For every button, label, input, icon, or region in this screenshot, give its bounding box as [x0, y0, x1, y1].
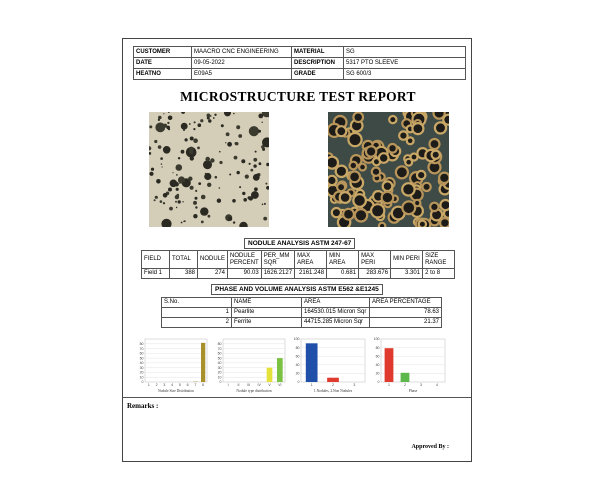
nodule-cell: Field 1	[142, 269, 170, 279]
x-tick-label: V	[268, 383, 271, 387]
x-tick-label: 4	[436, 383, 438, 387]
graphite-nodule	[337, 167, 346, 176]
graphite-nodule	[215, 176, 218, 179]
graphite-nodule	[197, 147, 200, 150]
graphite-nodule	[262, 122, 263, 123]
graphite-nodule	[420, 222, 425, 227]
micrograph-unetched	[149, 112, 269, 227]
graphite-nodule	[205, 173, 207, 175]
graphite-nodule	[154, 140, 157, 143]
graphite-nodule	[380, 154, 387, 161]
y-tick-label: 70	[217, 346, 222, 351]
x-tick-label: 3	[163, 383, 166, 387]
graphite-nodule	[225, 142, 226, 143]
x-tick-label: VI	[278, 383, 282, 387]
graphite-nodule	[163, 202, 165, 204]
graphite-nodule	[189, 150, 193, 154]
graphite-nodule	[208, 215, 211, 218]
y-tick-label: 0	[141, 380, 144, 385]
report-page	[122, 38, 472, 462]
nodule-cell: 90.03	[228, 269, 262, 279]
graphite-nodule	[341, 193, 350, 202]
graphite-nodule	[245, 175, 249, 179]
graphite-nodule	[235, 142, 238, 145]
header-row	[134, 58, 466, 69]
graphite-nodule	[198, 182, 201, 185]
chart-nodule-size	[133, 336, 211, 394]
graphite-nodule	[156, 179, 161, 184]
nodule-col-header: NODULE	[198, 251, 228, 269]
graphite-nodule	[265, 183, 267, 185]
bar	[267, 368, 273, 382]
graphite-nodule	[219, 187, 221, 189]
x-axis-label: Nodule type distribution	[236, 389, 272, 393]
y-tick-label: 10	[217, 375, 222, 380]
phase-cell: Pearlite	[232, 308, 302, 318]
y-tick-label: 30	[217, 365, 222, 370]
graphite-nodule	[219, 161, 222, 164]
phase-col-header: S.No.	[162, 298, 232, 308]
graphite-nodule	[151, 168, 154, 171]
graphite-nodule	[233, 113, 235, 115]
graphite-nodule	[390, 117, 395, 122]
phase-cell: 2	[162, 318, 232, 328]
y-tick-label: 80	[375, 345, 380, 350]
y-tick-label: 50	[217, 356, 222, 361]
graphite-nodule	[181, 123, 188, 130]
graphite-nodule	[243, 198, 247, 202]
nodule-col-header: PER_MM SQR	[261, 251, 294, 269]
graphite-nodule	[168, 116, 173, 121]
header-value: SG 600/3	[344, 69, 466, 80]
nodule-col-header: MAX PERI	[359, 251, 391, 269]
y-tick-label: 40	[295, 363, 300, 367]
header-key: CUSTOMER	[134, 47, 192, 58]
graphite-nodule	[255, 174, 259, 178]
y-tick-label: 60	[139, 351, 144, 356]
graphite-nodule	[176, 207, 177, 208]
graphite-nodule	[350, 173, 359, 182]
graphite-nodule	[418, 172, 424, 178]
y-tick-label: 40	[375, 363, 380, 367]
x-tick-label: 5	[178, 383, 181, 387]
x-tick-label: IV	[257, 383, 261, 387]
graphite-nodule	[158, 145, 162, 149]
nodule-col-header: SIZE RANGE	[423, 251, 455, 269]
remarks-label: Remarks :	[127, 402, 159, 410]
graphite-nodule	[214, 114, 216, 116]
header-key: GRADE	[292, 69, 344, 80]
graphite-nodule	[158, 116, 162, 120]
graphite-nodule	[351, 163, 356, 168]
graphite-nodule	[190, 137, 194, 141]
graphite-nodule	[179, 183, 180, 184]
y-tick-label: 0	[377, 380, 380, 385]
graphite-nodule	[219, 151, 221, 153]
bar	[201, 343, 205, 382]
graphite-nodule	[412, 155, 417, 160]
header-table	[133, 46, 466, 80]
chart-nodule-type	[211, 336, 289, 394]
graphite-nodule	[200, 119, 203, 122]
y-tick-label: 10	[139, 375, 144, 380]
phase-cell: 78.63	[370, 308, 442, 318]
graphite-nodule	[227, 142, 232, 147]
graphite-nodule	[176, 164, 183, 171]
y-tick-label: 0	[219, 380, 222, 385]
phase-cell: 1	[162, 308, 232, 318]
graphite-nodule	[190, 156, 194, 160]
graphite-nodule	[255, 151, 257, 153]
graphite-nodule	[384, 183, 391, 190]
header-value: SG	[344, 47, 466, 58]
x-axis-label: 1.Nodules, 2.Non Nodules	[313, 389, 353, 393]
header-value: 5317 PTO SLEEVE	[344, 58, 466, 69]
header-row	[134, 69, 466, 80]
graphite-nodule	[193, 201, 197, 205]
graphite-nodule	[198, 123, 202, 127]
graphite-nodule	[201, 195, 206, 200]
graphite-nodule	[253, 158, 257, 162]
y-tick-label: 0	[297, 380, 300, 385]
graphite-nodule	[160, 157, 163, 160]
phase-cell: Ferrite	[232, 318, 302, 328]
graphite-nodule	[441, 219, 448, 226]
graphite-nodule	[433, 152, 439, 158]
graphite-nodule	[415, 201, 419, 205]
graphite-nodule	[168, 188, 172, 192]
graphite-nodule	[262, 204, 264, 206]
x-tick-label: 2	[332, 383, 334, 387]
graphite-nodule	[182, 182, 185, 185]
phase-row	[162, 308, 442, 318]
graphite-nodule	[162, 166, 163, 167]
graphite-nodule	[258, 130, 261, 133]
x-tick-label: 1	[388, 383, 390, 387]
x-tick-label: 2	[404, 383, 406, 387]
phase-col-header: AREA PERCENTAGE	[370, 298, 442, 308]
graphite-nodule	[431, 140, 439, 148]
graphite-nodule	[185, 138, 188, 141]
graphite-nodule	[167, 122, 169, 124]
nodule-cell: 1626.2127	[261, 269, 294, 279]
y-tick-label: 50	[139, 356, 144, 361]
graphite-nodule	[228, 217, 232, 221]
nodule-col-header: TOTAL	[170, 251, 198, 269]
graphite-nodule	[226, 132, 230, 136]
graphite-nodule	[403, 184, 413, 194]
graphite-nodule	[404, 203, 415, 214]
phase-col-header: NAME	[232, 298, 302, 308]
graphite-nodule	[170, 180, 178, 188]
graphite-nodule	[367, 147, 375, 155]
graphite-nodule	[242, 192, 245, 195]
nodule-cell: 3.301	[391, 269, 423, 279]
x-tick-label: 3	[420, 383, 422, 387]
chart-phase	[369, 336, 449, 394]
header-value: MAACRO CNC ENGINEERING	[192, 47, 292, 58]
phase-volume-caption: PHASE AND VOLUME ANALYSIS ASTM E562 &E1245	[211, 284, 383, 295]
nodule-cell: 388	[170, 269, 198, 279]
graphite-nodule	[440, 174, 448, 182]
header-value: 09-05-2022	[192, 58, 292, 69]
phase-col-header: AREA	[302, 298, 370, 308]
graphite-nodule	[221, 124, 224, 127]
nodule-cell: 2161.248	[295, 269, 327, 279]
graphite-nodule	[238, 134, 242, 138]
graphite-nodule	[263, 217, 267, 221]
y-tick-label: 20	[139, 370, 144, 375]
bar	[277, 358, 283, 382]
graphite-nodule	[169, 207, 173, 211]
x-tick-label: 1	[147, 383, 150, 387]
graphite-nodule	[354, 195, 364, 205]
graphite-nodule	[160, 200, 163, 203]
header-row	[134, 47, 466, 58]
graphite-nodule	[183, 129, 185, 131]
y-tick-label: 30	[139, 365, 144, 370]
header-key: DESCRIPTION	[292, 58, 344, 69]
nodule-analysis-caption: NODULE ANALYSIS ASTM 247-67	[244, 238, 355, 249]
y-tick-label: 40	[217, 361, 222, 366]
graphite-nodule	[249, 163, 251, 165]
graphite-nodule	[182, 201, 183, 202]
graphite-nodule	[181, 150, 185, 154]
graphite-nodule	[195, 197, 198, 200]
phase-volume-table	[161, 297, 442, 328]
x-tick-label: I	[227, 383, 229, 387]
header-key: DATE	[134, 58, 192, 69]
y-tick-label: 70	[139, 346, 144, 351]
graphite-nodule	[193, 214, 197, 218]
graphite-nodule	[229, 174, 231, 176]
graphite-nodule	[232, 199, 236, 203]
graphite-nodule	[208, 119, 211, 122]
graphite-nodule	[234, 156, 238, 160]
graphite-nodule	[175, 201, 177, 203]
graphite-nodule	[383, 193, 392, 202]
graphite-nodule	[333, 209, 340, 216]
graphite-nodule	[201, 221, 204, 224]
graphite-nodule	[195, 206, 197, 208]
graphite-nodule	[414, 124, 423, 133]
y-tick-label: 80	[295, 345, 300, 350]
graphite-nodule	[397, 167, 407, 177]
report-title: MICROSTRUCTURE TEST REPORT	[180, 89, 416, 104]
graphite-nodule	[236, 125, 240, 129]
graphite-nodule	[431, 204, 437, 210]
graphite-nodule	[154, 199, 156, 201]
graphite-nodule	[193, 128, 195, 130]
graphite-nodule	[149, 125, 152, 128]
graphite-nodule	[213, 117, 215, 119]
graphite-nodule	[258, 114, 263, 119]
graphite-nodule	[344, 210, 353, 219]
x-axis-label: Nodule Size Distribution	[158, 389, 194, 393]
nodule-cell: 0.681	[327, 269, 359, 279]
x-tick-label: 8	[202, 383, 205, 387]
graphite-nodule	[233, 221, 235, 223]
bar	[401, 373, 410, 382]
graphite-nodule	[237, 171, 240, 174]
x-tick-label: III	[247, 383, 251, 387]
graphite-nodule	[372, 205, 383, 216]
y-tick-label: 80	[139, 341, 144, 346]
y-tick-label: 40	[139, 361, 144, 366]
graphite-nodule	[195, 190, 197, 192]
phase-row	[162, 318, 442, 328]
header-value: E09A5	[192, 69, 292, 80]
graphite-nodule	[194, 121, 196, 123]
graphite-nodule	[176, 188, 179, 191]
y-tick-label: 100	[373, 337, 380, 342]
header-key: HEATNO	[134, 69, 192, 80]
graphite-nodule	[190, 186, 194, 190]
graphite-nodule	[356, 210, 366, 220]
graphite-nodule	[239, 186, 241, 188]
graphite-nodule	[241, 159, 245, 163]
graphite-nodule	[189, 123, 191, 125]
graphite-nodule	[254, 187, 258, 191]
graphite-nodule	[217, 199, 221, 203]
bar	[306, 343, 318, 382]
graphite-nodule	[250, 169, 253, 172]
graphite-nodule	[203, 160, 212, 169]
y-tick-label: 20	[375, 371, 380, 376]
bar	[385, 348, 394, 382]
graphite-nodule	[188, 177, 192, 181]
chart-nodules-vs-non	[289, 336, 369, 394]
graphite-nodule	[328, 177, 335, 184]
graphite-nodule	[205, 157, 210, 162]
graphite-nodule	[337, 127, 345, 135]
x-tick-label: 1	[310, 383, 313, 387]
approved-by-label: Approved By :	[411, 444, 449, 450]
graphite-nodule	[249, 126, 259, 136]
graphite-nodule	[408, 139, 413, 144]
phase-cell: 21.37	[370, 318, 442, 328]
graphite-nodule	[264, 203, 266, 205]
graphite-nodule	[181, 222, 183, 224]
graphite-nodule	[176, 174, 178, 176]
graphite-nodule	[373, 169, 379, 175]
phase-cell: 44715.285 Micron Sqr	[302, 318, 370, 328]
plot-area	[145, 339, 207, 382]
graphite-nodule	[163, 146, 171, 154]
graphite-nodule	[389, 145, 395, 151]
graphite-nodule	[406, 160, 411, 165]
y-tick-label: 80	[217, 341, 222, 346]
x-axis-label: Phase	[408, 389, 418, 393]
graphite-nodule	[155, 196, 158, 199]
nodule-col-header: MIN PERI	[391, 251, 423, 269]
nodule-cell: 283.676	[359, 269, 391, 279]
header-key: MATERIAL	[292, 47, 344, 58]
graphite-nodule	[436, 123, 445, 132]
y-tick-label: 100	[293, 337, 300, 342]
graphite-nodule	[177, 194, 180, 197]
graphite-nodule	[360, 165, 365, 170]
graphite-nodule	[155, 123, 165, 133]
graphite-nodule	[158, 119, 160, 121]
graphite-nodule	[161, 163, 162, 164]
bar	[327, 378, 339, 382]
graphite-nodule	[166, 126, 170, 130]
y-tick-label: 20	[295, 371, 300, 376]
graphite-nodule	[149, 172, 153, 176]
y-tick-label: 60	[217, 351, 222, 356]
nodule-col-header: MAX AREA	[295, 251, 327, 269]
graphite-nodule	[193, 138, 198, 143]
graphite-nodule	[172, 172, 173, 173]
graphite-nodule	[183, 221, 185, 223]
graphite-nodule	[350, 134, 361, 145]
graphite-nodule	[259, 162, 262, 165]
graphite-nodule	[400, 133, 406, 139]
graphite-nodule	[200, 207, 208, 215]
divider	[123, 397, 471, 398]
graphite-nodule	[207, 114, 211, 118]
graphite-nodule	[207, 183, 211, 187]
nodule-col-header: FIELD	[142, 251, 170, 269]
x-tick-label: II	[237, 383, 240, 387]
micrograph-etched	[328, 112, 449, 227]
graphite-nodule	[355, 114, 362, 121]
nodule-col-header: NODULE PERCENT	[228, 251, 262, 269]
graphite-nodule	[248, 196, 251, 199]
y-tick-label: 60	[295, 354, 300, 359]
graphite-nodule	[424, 184, 430, 190]
graphite-nodule	[163, 113, 164, 114]
y-tick-label: 20	[217, 370, 222, 375]
graphite-nodule	[178, 200, 181, 203]
y-tick-label: 60	[375, 354, 380, 359]
nodule-analysis-table	[141, 250, 455, 279]
x-tick-label: 4	[171, 383, 174, 387]
x-tick-label: 7	[194, 383, 197, 387]
x-tick-label: 6	[186, 383, 189, 387]
graphite-nodule	[163, 193, 168, 198]
plot-area	[223, 339, 285, 382]
x-tick-label: 2	[155, 383, 158, 387]
nodule-cell: 2 to 8	[423, 269, 455, 279]
graphite-nodule	[178, 157, 180, 159]
nodule-cell: 274	[198, 269, 228, 279]
phase-cell: 164530.015 Micron Sqr	[302, 308, 370, 318]
graphite-nodule	[338, 184, 344, 190]
graphite-nodule	[253, 164, 256, 167]
nodule-col-header: MIN AREA	[327, 251, 359, 269]
x-tick-label: 3	[353, 383, 356, 387]
